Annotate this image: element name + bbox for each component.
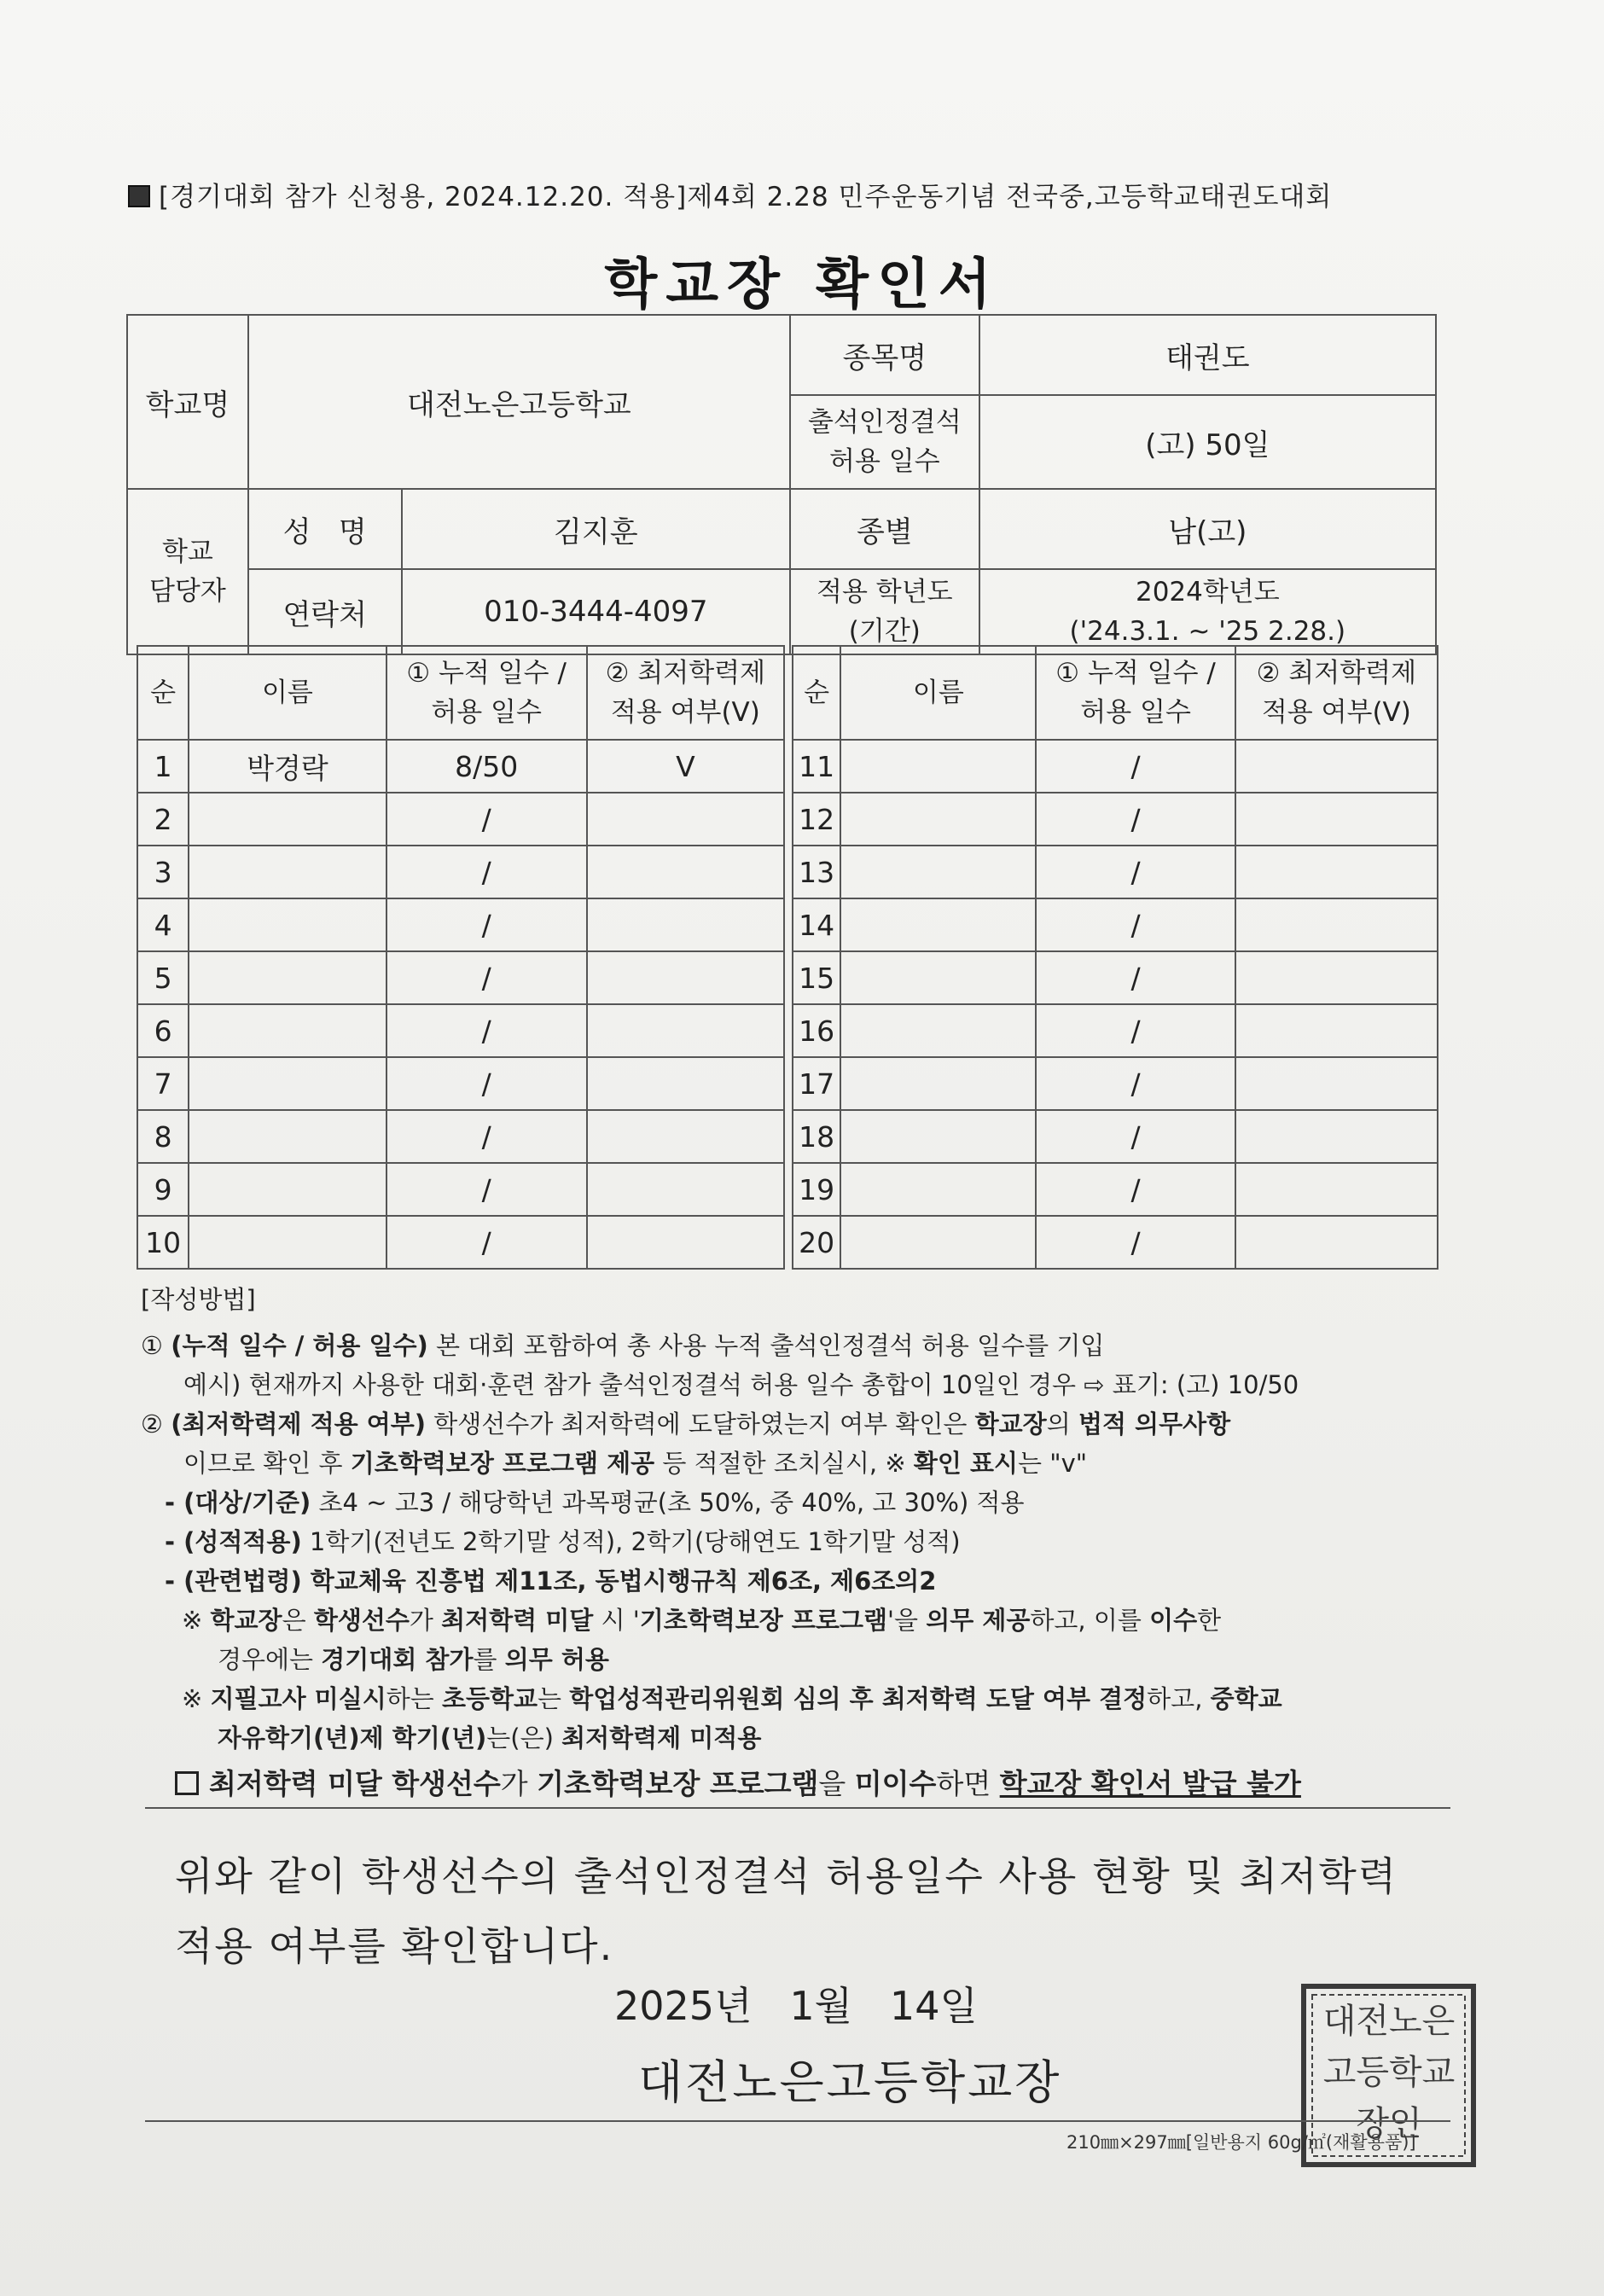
allowed-days-label-line1: 출석인정결석 (807, 407, 962, 438)
min-academic-check-cell (1235, 740, 1438, 793)
student-name-cell (189, 793, 386, 846)
column-gap (784, 1004, 793, 1057)
row-number-cell: 6 (137, 1004, 189, 1057)
min-academic-check-cell (1235, 846, 1438, 898)
student-name-cell (189, 951, 386, 1004)
accumulated-days-cell: / (1036, 898, 1235, 951)
column-gap (784, 846, 793, 898)
col-header-days (386, 646, 587, 740)
year-value-line2: ('24.3.1. ~ '25 2.28.) (1069, 616, 1346, 647)
row-number-cell: 19 (793, 1163, 840, 1216)
box-bullet-icon (175, 1771, 199, 1795)
contact-label: 연락처 (248, 569, 402, 654)
row-number-cell: 9 (137, 1163, 189, 1216)
col-header-name-right: 이름 (840, 646, 1036, 740)
column-gap (784, 898, 793, 951)
accumulated-days-cell: / (386, 793, 587, 846)
student-name-cell (840, 1057, 1036, 1110)
student-name-cell (189, 1163, 386, 1216)
sport-label: 종목명 (790, 315, 979, 395)
col-header-num-right: 순 (793, 646, 840, 740)
min-academic-check-cell (1235, 898, 1438, 951)
allowed-days-label-line2: 허용 일수 (829, 446, 940, 477)
student-name-cell (189, 1110, 386, 1163)
instructions (141, 1280, 1455, 1804)
accumulated-days-cell: 8/50 (386, 740, 587, 793)
confirmation-line2: 적용 여부를 확인합니다. (175, 1923, 614, 1969)
row-number-cell: 20 (793, 1216, 840, 1269)
student-name-cell (840, 1004, 1036, 1057)
min-academic-check-cell (1235, 1216, 1438, 1269)
student-name-cell (840, 1216, 1036, 1269)
instruction-line: 자유학기(년)제 학기(년)는(은) 최저학력제 미적용 (218, 1723, 762, 1753)
col-header-days-right-line1: ① 누적 일수 / (1055, 658, 1216, 689)
accumulated-days-cell: / (386, 846, 587, 898)
min-academic-check-cell (587, 951, 784, 1004)
row-number-cell: 18 (793, 1110, 840, 1163)
accumulated-days-cell: / (386, 1004, 587, 1057)
name-label: 성 명 (248, 489, 402, 569)
manager-label-line1: 학교 (161, 537, 213, 567)
instruction-line: 예시) 현재까지 사용한 대회·훈련 참가 출석인정결석 허용 일수 총합이 10일인 경우 ⇨ 표기: (고) 10/50 (183, 1370, 1299, 1399)
col-header-days-line1: ① 누적 일수 / (406, 658, 567, 689)
confirmation-line1: 위와 같이 학생선수의 출석인정결석 허용일수 사용 현황 및 최저학력 (175, 1853, 1398, 1899)
row-number-cell: 7 (137, 1057, 189, 1110)
student-name-cell (189, 898, 386, 951)
min-academic-check-cell (587, 846, 784, 898)
student-name-cell (840, 1163, 1036, 1216)
svg-text:대전노은: 대전노은 (1322, 2002, 1456, 2041)
column-gap (784, 1057, 793, 1110)
min-academic-check-cell (587, 793, 784, 846)
accumulated-days-cell: / (1036, 793, 1235, 846)
col-header-days-right-line2: 허용 일수 (1080, 697, 1191, 728)
confirmation-statement (175, 1841, 1455, 1981)
row-number-cell: 11 (793, 740, 840, 793)
min-academic-check-cell (587, 1004, 784, 1057)
year-value-line1: 2024학년도 (1135, 577, 1280, 607)
paper-spec-note: 210㎜×297㎜[일반용지 60g/㎡(재활용품)] (1066, 2132, 1416, 2153)
col-header-min-line2: 적용 여부(V) (610, 697, 760, 728)
name-value: 김지훈 (402, 489, 790, 569)
accumulated-days-cell: / (1036, 1216, 1235, 1269)
min-academic-check-cell (1235, 1004, 1438, 1057)
instruction-line: 경우에는 경기대회 참가를 의무 허용 (218, 1645, 609, 1674)
col-header-num: 순 (137, 646, 189, 740)
col-header-min-right-line2: 적용 여부(V) (1261, 697, 1411, 728)
col-header-min-line1: ② 최저학력제 (605, 658, 766, 689)
accumulated-days-cell: / (1036, 740, 1235, 793)
school-value: 대전노은고등학교 (248, 315, 790, 489)
instruction-line: ※ 학교장은 학생선수가 최저학력 미달 시 '기초학력보장 프로그램'을 의무 제공하고, 이를 이수한 (182, 1606, 1222, 1635)
instruction-line: ① (누적 일수 / 허용 일수) 본 대회 포함하여 총 사용 누적 출석인정결석 허용 일수를 기입 (141, 1331, 1105, 1360)
divider (145, 1807, 1450, 1809)
column-gap (784, 1216, 793, 1269)
school-label: 학교명 (127, 315, 248, 489)
instruction-line: ② (최저학력제 적용 여부) 학생선수가 최저학력에 도달하였는지 여부 확인은 학교장의 법적 의무사항 (141, 1410, 1231, 1439)
year-value (979, 569, 1436, 654)
min-academic-check-cell (1235, 951, 1438, 1004)
min-academic-check-cell (587, 1216, 784, 1269)
accumulated-days-cell: / (1036, 1110, 1235, 1163)
accumulated-days-cell: / (386, 898, 587, 951)
accumulated-days-cell: / (1036, 1004, 1235, 1057)
accumulated-days-cell: / (386, 1163, 587, 1216)
table-row (137, 951, 1438, 1004)
col-header-min (587, 646, 784, 740)
row-number-cell: 16 (793, 1004, 840, 1057)
table-row (137, 793, 1438, 846)
footer-divider (145, 2120, 1450, 2122)
column-gap (784, 951, 793, 1004)
accumulated-days-cell: / (386, 1057, 587, 1110)
table-row (137, 1216, 1438, 1269)
svg-text:장인: 장인 (1356, 2104, 1422, 2143)
year-label-line1: 적용 학년도 (817, 577, 953, 607)
accumulated-days-cell: / (1036, 951, 1235, 1004)
table-row (137, 1110, 1438, 1163)
min-academic-check-cell: V (587, 740, 784, 793)
column-gap (784, 646, 793, 740)
col-header-min-right-line1: ② 최저학력제 (1256, 658, 1417, 689)
row-number-cell: 12 (793, 793, 840, 846)
row-number-cell: 15 (793, 951, 840, 1004)
student-name-cell (840, 951, 1036, 1004)
accumulated-days-cell: / (386, 1216, 587, 1269)
student-name-cell (840, 846, 1036, 898)
row-number-cell: 13 (793, 846, 840, 898)
accumulated-days-cell: / (386, 1110, 587, 1163)
year-label-line2: (기간) (848, 616, 921, 647)
min-academic-check-cell (1235, 793, 1438, 846)
instruction-line: - (성적적용) 1학기(전년도 2학기말 성적), 2학기(당해연도 1학기말 성적) (165, 1527, 961, 1556)
row-number-cell: 4 (137, 898, 189, 951)
instruction-line: ※ 지필고사 미실시하는 초등학교는 학업성적관리위원회 심의 후 최저학력 도달 여부 결정하고, 중학교 (182, 1684, 1282, 1713)
student-name-cell (840, 740, 1036, 793)
allowed-days-label (790, 395, 979, 489)
square-bullet-icon (128, 185, 150, 207)
row-number-cell: 14 (793, 898, 840, 951)
table-row (137, 846, 1438, 898)
min-academic-check-cell (587, 898, 784, 951)
contact-value: 010-3444-4097 (402, 569, 790, 654)
student-name-cell (840, 898, 1036, 951)
accumulated-days-cell: / (1036, 1163, 1235, 1216)
accumulated-days-cell: / (1036, 1057, 1235, 1110)
page-title: 학교장 확인서 (604, 253, 1000, 317)
min-academic-check-cell (587, 1110, 784, 1163)
warning-note: 최저학력 미달 학생선수가 기초학력보장 프로그램을 미이수하면 학교장 확인서 발급 불가 (141, 1764, 1455, 1804)
table-header-row (137, 646, 1438, 740)
student-name-cell (840, 793, 1036, 846)
col-header-days-line2: 허용 일수 (431, 697, 542, 728)
student-name-cell (189, 846, 386, 898)
row-number-cell: 17 (793, 1057, 840, 1110)
instruction-line: 이므로 확인 후 기초학력보장 프로그램 제공 등 적절한 조치실시, ※ 확인 표시는 "v" (183, 1449, 1088, 1478)
student-name-cell (189, 1004, 386, 1057)
min-academic-check-cell (1235, 1163, 1438, 1216)
student-name-cell (189, 1216, 386, 1269)
principal-signature-line: 대전노은고등학교장 (638, 2055, 1062, 2109)
table-row (137, 1057, 1438, 1110)
instruction-line: - (관련법령) 학교체육 진흥법 제11조, 동법시행규칙 제6조, 제6조의2 (165, 1567, 937, 1596)
col-header-name: 이름 (189, 646, 386, 740)
column-gap (784, 1163, 793, 1216)
sport-value: 태권도 (979, 315, 1436, 395)
year-label (790, 569, 979, 654)
info-table (126, 314, 1437, 655)
min-academic-check-cell (587, 1163, 784, 1216)
instructions-heading: [작성방법] (141, 1285, 256, 1314)
student-name-cell: 박경락 (189, 740, 386, 793)
row-number-cell: 2 (137, 793, 189, 846)
row-number-cell: 8 (137, 1110, 189, 1163)
table-row (137, 1163, 1438, 1216)
row-number-cell: 10 (137, 1216, 189, 1269)
student-name-cell (840, 1110, 1036, 1163)
allowed-days-value: (고) 50일 (979, 395, 1436, 489)
col-header-min-right (1235, 646, 1438, 740)
accumulated-days-cell: / (1036, 846, 1235, 898)
svg-text:고등학교: 고등학교 (1322, 2053, 1456, 2092)
min-academic-check-cell (1235, 1110, 1438, 1163)
instruction-line: - (대상/기준) 초4 ~ 고3 / 해당학년 과목평균(초 50%, 중 40%, 고 30%) 적용 (165, 1488, 1025, 1517)
table-row (137, 1004, 1438, 1057)
form-header-note: [경기대회 참가 신청용, 2024.12.20. 적용]제4회 2.28 민주운동기념 전국중,고등학교태권도대회 (128, 175, 1459, 213)
column-gap (784, 793, 793, 846)
gender-value: 남(고) (979, 489, 1436, 569)
col-header-days-right (1036, 646, 1235, 740)
accumulated-days-cell: / (386, 951, 587, 1004)
student-name-cell (189, 1057, 386, 1110)
column-gap (784, 1110, 793, 1163)
table-row (137, 898, 1438, 951)
manager-label (127, 489, 248, 654)
min-academic-check-cell (1235, 1057, 1438, 1110)
column-gap (784, 740, 793, 793)
row-number-cell: 3 (137, 846, 189, 898)
student-table (137, 645, 1438, 1270)
gender-label: 종별 (790, 489, 979, 569)
manager-label-line2: 담당자 (148, 576, 226, 607)
table-row (137, 740, 1438, 793)
row-number-cell: 1 (137, 740, 189, 793)
row-number-cell: 5 (137, 951, 189, 1004)
issue-date: 2025년 1월 14일 (614, 1983, 978, 2029)
min-academic-check-cell (587, 1057, 784, 1110)
